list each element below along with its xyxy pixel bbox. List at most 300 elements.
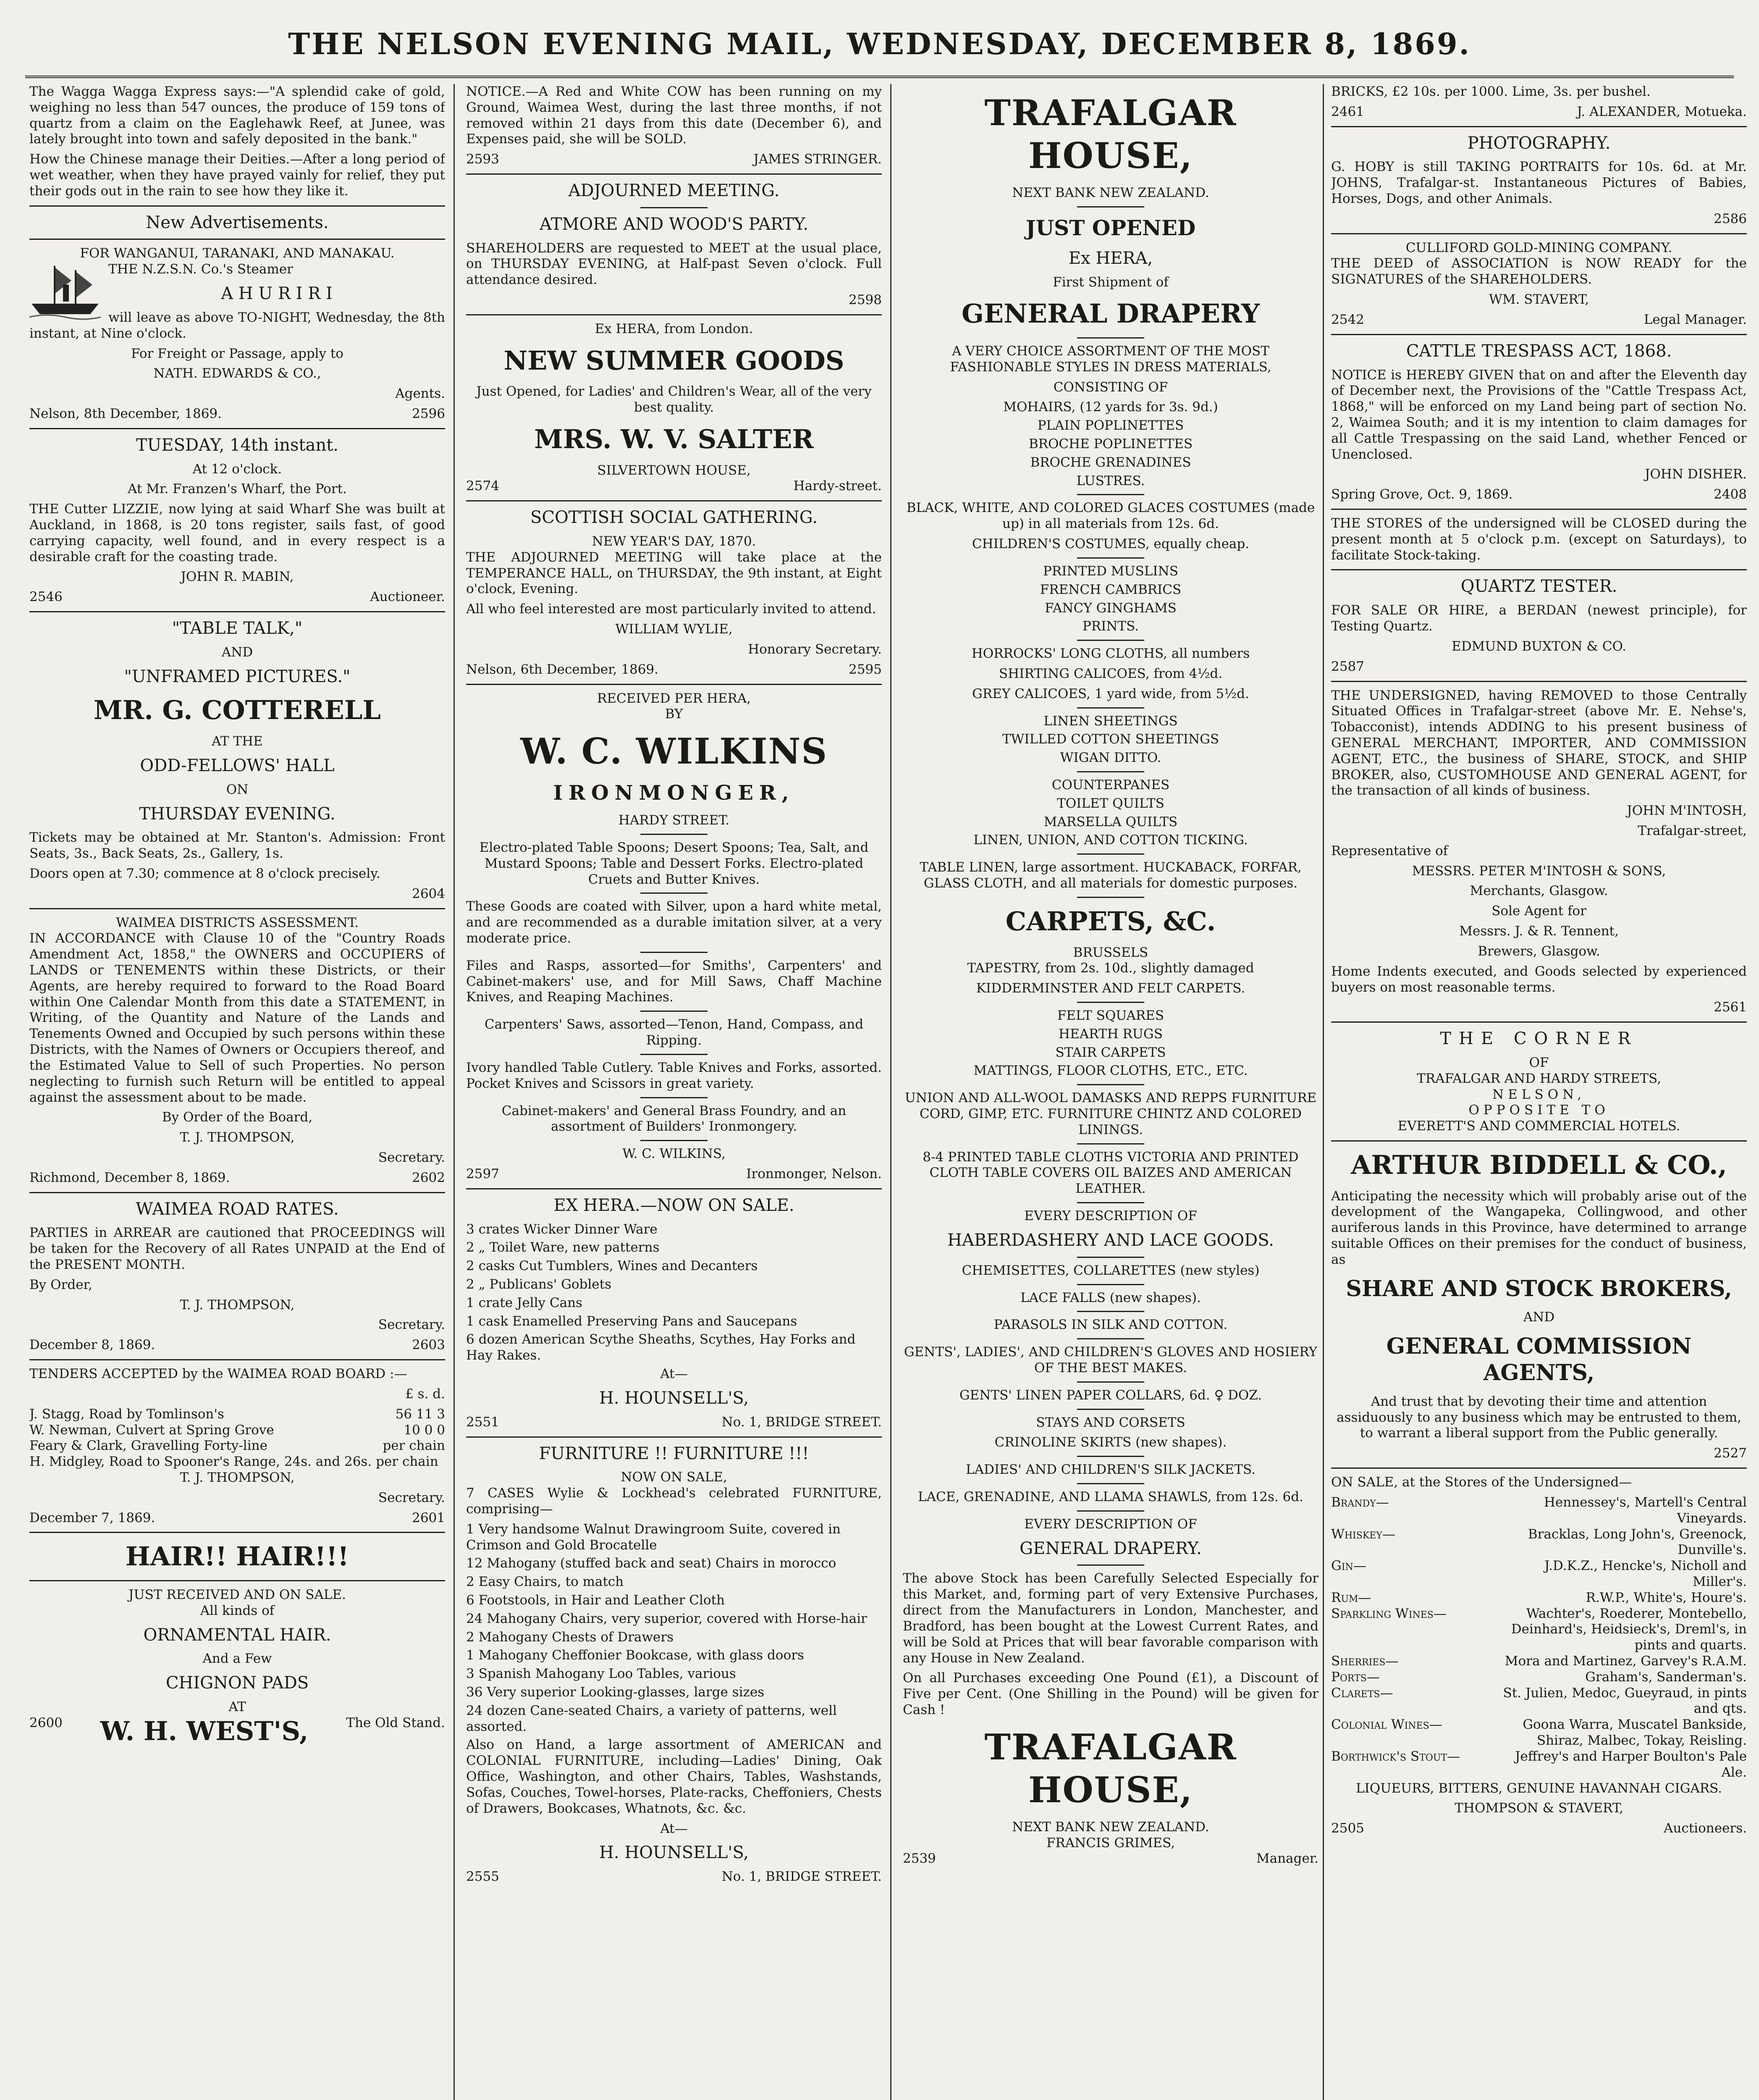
divider [1077, 1456, 1144, 1457]
tenders-signature: T. J. THOMPSON, [180, 1470, 295, 1485]
divider [466, 684, 882, 685]
manager-label: Manager. [1256, 1851, 1319, 1866]
tender-value: per chain [383, 1438, 445, 1454]
divider [640, 1054, 708, 1055]
cow-signature: JAMES STRINGER. [753, 152, 882, 167]
divider [29, 428, 445, 429]
wine-kind: Ports— [1331, 1669, 1380, 1685]
divider [1077, 1381, 1144, 1383]
table-cloths: 8-4 PRINTED TABLE CLOTHS VICTORIA AND PRINTED CLOTH TABLE COVERS OIL BAIZES AND AMERICAN LEATHER. [923, 1149, 1299, 1197]
corner-streets: TRAFALGAR AND HARDY STREETS, [1417, 1071, 1661, 1086]
wine-kind: Clarets— [1331, 1685, 1393, 1701]
culliford-role: Legal Manager. [1644, 312, 1747, 327]
list-item: 3 crates Wicker Dinner Ware [466, 1221, 658, 1237]
hair-received: JUST RECEIVED AND ON SALE. [128, 1587, 346, 1602]
every-description: EVERY DESCRIPTION OF [1024, 1516, 1197, 1532]
tender-row [29, 1423, 445, 1438]
masthead-title: THE NELSON EVENING MAIL, WEDNESDAY, DECEMBER 8, 1869. [288, 26, 1471, 61]
divider [1077, 1002, 1144, 1003]
table-linen: TABLE LINEN, large assortment. HUCKABACK, FORFAR, GLASS CLOTH, and all materials for domestic purposes. [920, 860, 1302, 891]
divider [1077, 1338, 1144, 1339]
furniture-footer [466, 1869, 882, 1885]
hair-at: AT [228, 1699, 246, 1715]
glaces-costumes: BLACK, WHITE, AND COLORED GLACES COSTUMES (made up) in all materials from 12s. 6d. [906, 500, 1315, 532]
divider [1077, 1284, 1144, 1285]
new-advertisements-heading: New Advertisements. [146, 213, 329, 232]
list-item: HEARTH RUGS [1059, 1026, 1163, 1042]
wine-brands: Jeffrey's and Harper Boulton's Pale Ale. [1515, 1748, 1747, 1780]
tender-value: 10 0 0 [404, 1422, 445, 1438]
wilkins-signature: W. C. WILKINS, [622, 1146, 726, 1162]
adjourned-heading: ADJOURNED MEETING. [568, 181, 780, 201]
cow-notice: NOTICE.—A Red and White COW has been running on my Ground, Waimea West, during the last three months, if not removed within 21 days from this date (December 6), and Expenses paid, she will be SOLD. [466, 84, 882, 147]
scottish-footer [466, 662, 882, 678]
printed-list [903, 564, 1319, 635]
list-item: 2 casks Cut Tumblers, Wines and Decanters [466, 1258, 758, 1274]
list-item: 2 Easy Chairs, to match [466, 1574, 624, 1590]
wine-row [1331, 1558, 1747, 1590]
mintosh-firm: MESSRS. PETER M'INTOSH & SONS, [1412, 863, 1666, 879]
list-item: 1 cask Enamelled Preserving Pans and Saucepans [466, 1313, 797, 1329]
list-item: MATTINGS, FLOOR CLOTHS, ETC., ETC. [973, 1063, 1248, 1079]
just-opened: JUST OPENED [1025, 215, 1196, 240]
waimea-role: Secretary. [378, 1150, 445, 1165]
ex-hera-heading: EX HERA.—NOW ON SALE. [553, 1195, 794, 1215]
ex-hera: Ex HERA, [1068, 248, 1153, 268]
list-item: BROCHE POPLINETTES [1028, 436, 1193, 452]
divider [1331, 569, 1747, 570]
wine-row [1331, 1590, 1747, 1606]
divider [1331, 233, 1747, 234]
divider [640, 892, 708, 894]
list-item: 2 „ Publicans' Goblets [466, 1277, 611, 1292]
list-item: 3 Spanish Mahogany Loo Tables, various [466, 1666, 736, 1682]
at-the: AT THE [212, 734, 263, 749]
ship-footer [29, 406, 445, 422]
commission-agents: GENERAL COMMISSION AGENTS, [1386, 1333, 1692, 1386]
west-footer [29, 1715, 445, 1747]
scottish-date: Nelson, 6th December, 1869. [466, 662, 658, 677]
hera-line: Ex HERA, from London. [595, 321, 753, 336]
corner-opposite: OPPOSITE TO [1468, 1102, 1610, 1118]
list-item: FANCY GINGHAMS [1045, 600, 1177, 616]
at-label: At— [660, 1366, 688, 1382]
tender-text: H. Midgley, Road to Spooner's Range, 24s. and 26s. per chain [29, 1454, 438, 1470]
new-years-day: NEW YEAR'S DAY, 1870. [592, 534, 756, 549]
divider [29, 1359, 445, 1360]
divider [1077, 337, 1144, 339]
ship-date: Nelson, 8th December, 1869. [29, 406, 222, 421]
divider [1077, 771, 1144, 772]
wine-kind: Sparkling Wines— [1331, 1606, 1447, 1621]
column-2 [466, 84, 882, 2100]
wine-row [1331, 1654, 1747, 1670]
wine-brands: St. Julien, Medoc, Gueyraud, in pints and qts. [1503, 1685, 1747, 1717]
stays: STAYS AND CORSETS [1036, 1415, 1185, 1430]
auctioneer-name: JOHN R. MABIN, [181, 569, 294, 585]
steamer-ship-icon [29, 262, 101, 320]
divider [29, 205, 445, 207]
ad-number: 2539 [903, 1851, 936, 1866]
ex-hera-list [466, 1222, 882, 1364]
ad-number: 2561 [1714, 1000, 1747, 1015]
ship-line: THE N.Z.S.N. Co.'s Steamer [108, 262, 293, 277]
tender-value: 56 11 3 [395, 1406, 445, 1422]
ship-departure: will leave as above TO-NIGHT, Wednesday, the 8th instant, at Nine o'clock. [29, 310, 445, 341]
divider [1077, 206, 1144, 207]
waimea-footer [29, 1170, 445, 1186]
wine-kind: Colonial Wines— [1331, 1717, 1442, 1732]
divider [466, 1188, 882, 1189]
wine-kind: Whiskey— [1331, 1526, 1395, 1542]
brass-foundry: Cabinet-makers' and General Brass Foundry, and an assortment of Builders' Ironmongery. [501, 1103, 847, 1134]
shawls: LACE, GRENADINE, AND LLAMA SHAWLS, from 12s. 6d. [918, 1489, 1303, 1505]
on-label: ON [226, 782, 249, 797]
biddell-trust: And trust that by devoting their time and attention assiduously to any business which may be entrusted to them, to warrant a liberal support from the Public generally. [1336, 1394, 1742, 1441]
photography-heading: PHOTOGRAPHY. [1467, 133, 1611, 153]
culliford-signature: WM. STAVERT, [1489, 292, 1589, 307]
culliford-heading: CULLIFORD GOLD-MINING COMPANY. [1405, 240, 1672, 255]
tender-row [29, 1407, 445, 1423]
lace-falls: LACE FALLS (new shapes). [1020, 1290, 1201, 1305]
divider [1077, 557, 1144, 559]
chignon-pads: CHIGNON PADS [165, 1673, 309, 1693]
divider [1331, 1467, 1747, 1469]
hounsell-footer [466, 1415, 882, 1431]
mintosh-indents: Home Indents executed, and Goods selected by experienced buyers on most reasonable terms. [1331, 963, 1747, 995]
unframed-pictures-title: "UNFRAMED PICTURES." [124, 667, 351, 686]
divider [29, 1192, 445, 1193]
grey-calicoes: GREY CALICOES, 1 yard wide, from 5½d. [972, 686, 1249, 701]
culliford-text: THE DEED of ASSOCIATION is NOW READY for the SIGNATURES of the SHAREHOLDERS. [1331, 256, 1747, 287]
received-hera: RECEIVED PER HERA, [597, 690, 751, 706]
divider [1331, 126, 1747, 127]
salter-street: Hardy-street. [793, 478, 882, 494]
divider [29, 908, 445, 909]
divider [1077, 1510, 1144, 1512]
waimea-date: Richmond, December 8, 1869. [29, 1170, 230, 1185]
wine-row [1331, 1527, 1747, 1559]
column-1 [29, 84, 445, 2100]
ad-number: 2595 [849, 662, 882, 677]
mintosh-merchants: Merchants, Glasgow. [1470, 883, 1608, 899]
trafalgar-house-title: TRAFALGAR HOUSE, [984, 92, 1237, 177]
cattle-date: Spring Grove, Oct. 9, 1869. [1331, 487, 1513, 502]
trafalgar-sub: NEXT BANK NEW ZEALAND. [1012, 1819, 1209, 1835]
wine-kind: Gin— [1331, 1558, 1366, 1574]
summer-goods-heading: NEW SUMMER GOODS [503, 345, 844, 376]
tuesday-heading: TUESDAY, 14th instant. [136, 435, 338, 455]
first-shipment: First Shipment of [1053, 274, 1169, 290]
corner-heading: THE CORNER [1440, 1029, 1638, 1049]
ad-number: 2603 [412, 1337, 445, 1353]
mintosh-representative: Representative of [1331, 843, 1448, 858]
and-label: AND [1523, 1310, 1555, 1325]
list-item: 2 Mahogany Chests of Drawers [466, 1629, 674, 1645]
ad-number: 2408 [1714, 487, 1747, 502]
cattle-text: NOTICE is HEREBY GIVEN that on and after the Eleventh day of December next, the Provisions of the "Cattle Trespass Act, 1868," will be enforced on my Land being part of section No. 2, Waimea South; and it is my intention to claim damages for all Cattle Trespassing on the said Land, whether Fenced or Unenclosed. [1331, 367, 1747, 462]
cattle-signature: JOHN DISHER. [1644, 467, 1747, 482]
ad-number: 2527 [1714, 1446, 1747, 1461]
column-rule [454, 84, 455, 2100]
table-talk-and: AND [221, 644, 253, 660]
road-rates-role: Secretary. [378, 1317, 445, 1333]
divider [466, 1436, 882, 1438]
silvertown-house: SILVERTOWN HOUSE, [597, 462, 751, 478]
tapestry: TAPESTRY, from 2s. 10d., slightly damaged [967, 961, 1254, 976]
corner-hotels: EVERETT'S AND COMMERCIAL HOTELS. [1397, 1118, 1680, 1134]
ironmonger-title: IRONMONGER, [553, 781, 795, 805]
hair-kinds: All kinds of [200, 1603, 275, 1618]
divider [29, 1580, 445, 1581]
auctioneers-label: Auctioneers. [1664, 1821, 1747, 1836]
hardy-street: HARDY STREET. [618, 813, 730, 828]
divider [640, 207, 708, 208]
scottish-text: THE ADJOURNED MEETING will take place at the TEMPERANCE HALL, on THURSDAY, the 9th instant, at Eight o'clock, Evening. [466, 549, 882, 597]
bricks-footer [1331, 104, 1747, 120]
wine-brands: Bracklas, Long John's, Greenock, Dunville's. [1528, 1526, 1747, 1558]
goods-coated: These Goods are coated with Silver, upon a hard white metal, and are recommended as a durable imitation silver, at a very moderate price. [466, 899, 882, 946]
biddell-text: Anticipating the necessity which will probably arise out of the development of the Wangapeka, Collingwood, and other auriferous lands in this Province, have determined to arrange suitable Offices on their premises for the conduct of business, as [1331, 1188, 1747, 1267]
furniture-also: Also on Hand, a large assortment of AMERICAN and COLONIAL FURNITURE, including—Ladies' Dining, Oak Office, Washington, and other Chairs, Tables, Washstands, Sofas, Couches, Towel-horses, Plate-racks, Cheffoniers, Chests of Drawers, Bookcases, Whatnots, &c. &c. [466, 1737, 882, 1816]
wine-brands: Wachter's, Roederer, Montebello, Deinhard's, Heidsieck's, Dreml's, in pints and quarts. [1511, 1606, 1747, 1653]
divider [640, 952, 708, 953]
road-rates-signature: T. J. THOMPSON, [180, 1297, 295, 1312]
road-rates-heading: WAIMEA ROAD RATES. [136, 1199, 339, 1219]
road-rates-footer [29, 1337, 445, 1353]
divider [640, 1011, 708, 1012]
parasols: PARASOLS IN SILK AND COTTON. [994, 1317, 1228, 1333]
furniture-cases: 7 CASES Wylie & Lockhead's celebrated FURNITURE, comprising— [466, 1486, 882, 1517]
ad-number: 2551 [466, 1414, 499, 1430]
wylie-role: Honorary Secretary. [748, 641, 882, 657]
tuesday-time: At 12 o'clock. [192, 461, 282, 477]
wilkins-name: W. C. WILKINS [520, 730, 828, 772]
mintosh-sole-agent: Sole Agent for [1492, 903, 1586, 919]
list-item: MARSELLA QUILTS [1043, 814, 1178, 830]
masthead [25, 13, 1734, 78]
divider [1077, 707, 1144, 709]
ad-number: 2542 [1331, 312, 1364, 327]
list-item: PRINTED MUSLINS [1043, 563, 1178, 579]
grimes-name: FRANCIS GRIMES, [1046, 1835, 1175, 1851]
ad-number: 2602 [412, 1170, 445, 1185]
tuesday-place: At Mr. Franzen's Wharf, the Port. [128, 481, 347, 497]
wine-row [1331, 1717, 1747, 1749]
tenders-footer [29, 1510, 445, 1526]
cutter-text: THE Cutter LIZZIE, now lying at said Wharf She was built at Auckland, in 1868, is 20 tons register, sails fast, of good carrying capacity, well found, and in every respect is a desirable craft for the coasting trade. [29, 501, 445, 564]
bricks-text: BRICKS, £2 10s. per 1000. Lime, 3s. per bushel. [1331, 84, 1651, 99]
quartz-text: FOR SALE OR HIRE, a BERDAN (newest principle), for Testing Quartz. [1331, 603, 1747, 634]
chinese-paragraph: How the Chinese manage their Deities.—After a long period of wet weather, when they have prayed vainly for relief, they put their gods out in the rain to see how they like it. [29, 152, 445, 199]
ship-agents-label: Agents. [395, 386, 445, 402]
carpenters-saws: Carpenters' Saws, assorted—Tenon, Hand, Compass, and Ripping. [484, 1017, 864, 1048]
furniture-list [466, 1522, 882, 1735]
stock-text: The above Stock has been Carefully Selected Especially for this Market, and, forming part of very Extensive Purchases, direct from the Manufacturers in London, Manchester, and Bradford, has been bought at the Lowest Current Rates, and will be Sold at Prices that will bear favorable comparison with any House in New Zealand. [903, 1571, 1319, 1666]
list-item: FELT SQUARES [1057, 1008, 1164, 1023]
ad-number: 2593 [466, 152, 499, 167]
hounsell-address: No. 1, BRIDGE STREET. [721, 1414, 882, 1430]
list-item: PRINTS. [1082, 619, 1139, 634]
tenders-role: Secretary. [378, 1490, 445, 1505]
list-item: BROCHE GRENADINES [1030, 454, 1191, 470]
list-item: LINEN, UNION, AND COTTON TICKING. [973, 832, 1248, 848]
crinoline: CRINOLINE SKIRTS (new shapes). [994, 1435, 1227, 1450]
salter-name: MRS. W. V. SALTER [534, 423, 814, 454]
old-stand: The Old Stand. [346, 1715, 445, 1730]
party-text: SHAREHOLDERS are requested to MEET at the usual place, on THURSDAY EVENING, at Half-past Seven o'clock. Full attendance desired. [466, 240, 882, 288]
now-on-sale: NOW ON SALE, [621, 1470, 727, 1485]
hair-few: And a Few [202, 1651, 272, 1667]
divider [1077, 1311, 1144, 1312]
divider [466, 314, 882, 315]
corner-of: OF [1529, 1055, 1549, 1070]
ornamental-hair: ORNAMENTAL HAIR. [143, 1625, 331, 1645]
table-talk-title: "TABLE TALK," [172, 619, 303, 638]
list-item: STAIR CARPETS [1055, 1045, 1166, 1060]
counterpanes-list [903, 777, 1319, 848]
divider [1077, 1409, 1144, 1410]
trafalgar-house-title: TRAFALGAR HOUSE, [984, 1726, 1237, 1811]
divider [29, 1532, 445, 1533]
ad-number: 2604 [412, 886, 445, 901]
list-item: 6 dozen American Scythe Sheaths, Scythes, Hay Forks and Hay Rakes. [466, 1332, 856, 1363]
divider [1331, 681, 1747, 682]
scottish-heading: SCOTTISH SOCIAL GATHERING. [530, 508, 818, 528]
thompson-footer [1331, 1821, 1747, 1837]
hair-heading: HAIR!! HAIR!!! [125, 1541, 349, 1572]
wine-kind: Rum— [1331, 1590, 1371, 1605]
wagga-paragraph: The Wagga Wagga Express says:—"A splendid cake of gold, weighing no less than 547 ounces, the produce of 159 tons of quartz from a claim on the Eaglehawk Reef, at Junee, was lately brought into town and safely deposited in the bank." [29, 84, 445, 147]
bricks-signature: J. ALEXANDER, Motueka. [1577, 104, 1747, 119]
tender-row [29, 1454, 445, 1470]
scottish-invite: All who feel interested are most particularly invited to attend. [466, 601, 876, 617]
cotterell-name: MR. G. COTTERELL [94, 695, 381, 726]
children-costumes: CHILDREN'S COSTUMES, equally cheap. [972, 536, 1250, 552]
choice-assortment: A VERY CHOICE ASSORTMENT OF THE MOST FASHIONABLE STYLES IN DRESS MATERIALS, [950, 343, 1271, 375]
ivory-cutlery: Ivory handled Table Cutlery. Table Knives and Forks, assorted. Pocket Knives and Scissors in great variety. [466, 1060, 882, 1091]
divider [1077, 1143, 1144, 1144]
at-label: At— [660, 1821, 688, 1836]
divider [640, 1140, 708, 1141]
list-item: MOHAIRS, (12 yards for 3s. 9d.) [1003, 399, 1218, 415]
damasks: UNION AND ALL-WOOL DAMASKS AND REPPS FURNITURE CORD, GIMP, ETC. FURNITURE CHINTZ AND COLORED LININGS. [904, 1090, 1317, 1137]
divider [29, 239, 445, 240]
column-rule [1323, 84, 1324, 2100]
list-item: COUNTERPANES [1051, 777, 1170, 793]
road-rates-date: December 8, 1869. [29, 1337, 155, 1353]
wine-brands: R.W.P., White's, Houre's. [1586, 1590, 1747, 1605]
road-rates-order: By Order, [29, 1277, 92, 1292]
divider [1077, 853, 1144, 855]
list-item: 1 Mahogany Cheffonier Bookcase, with glass doors [466, 1648, 804, 1663]
mintosh-brewers: Brewers, Glasgow. [1478, 943, 1600, 959]
furniture-heading: FURNITURE !! FURNITURE !!! [539, 1444, 809, 1463]
quartz-heading: QUARTZ TESTER. [1460, 577, 1617, 596]
thursday-evening: THURSDAY EVENING. [139, 804, 336, 824]
list-item: 24 dozen Cane-seated Chairs, a variety of patterns, well assorted. [466, 1703, 837, 1734]
tender-text: Feary & Clark, Gravelling Forty-line [29, 1438, 267, 1454]
tender-text: J. Stagg, Road by Tomlinson's [29, 1406, 224, 1422]
waimea-heading: WAIMEA DISTRICTS ASSESSMENT. [116, 915, 359, 930]
divider [1331, 509, 1747, 510]
mintosh-signature: JOHN M'INTOSH, [1627, 803, 1747, 819]
files-rasps: Files and Rasps, assorted—for Smiths', Carpenters' and Cabinet-makers' use, and for Mill Saws, Chaff Machine Knives, and Reaping Machines. [466, 958, 882, 1005]
west-name: W. H. WEST'S, [100, 1715, 309, 1746]
kidderminster: KIDDERMINSTER AND FELT CARPETS. [976, 981, 1245, 996]
photography-text: G. HOBY is still TAKING PORTRAITS for 10s. 6d. at Mr. JOHNS, Trafalgar-st. Instantaneous Pictures of Babies, Horses, Dogs, and other Animals. [1331, 159, 1747, 207]
electro-plated: Electro-plated Table Spoons; Desert Spoons; Tea, Salt, and Mustard Spoons; Table and Dessert Forks. Electro-plated Cruets and Butter Knives. [479, 840, 869, 887]
mintosh-tennent: Messrs. J. & R. Tennent, [1459, 924, 1619, 939]
wylie-signature: WILLIAM WYLIE, [615, 622, 733, 637]
on-sale-heading: ON SALE, at the Stores of the Undersigned— [1331, 1475, 1632, 1490]
cattle-footer [1331, 487, 1747, 503]
every-description: EVERY DESCRIPTION OF [1024, 1208, 1197, 1224]
wine-kind: Borthwick's Stout— [1331, 1748, 1460, 1764]
divider [1077, 897, 1144, 898]
column-3 [903, 84, 1319, 2100]
tenders-heading: TENDERS ACCEPTED by the WAIMEA ROAD BOARD :— [29, 1366, 407, 1382]
cow-footer [466, 152, 882, 168]
divider [1077, 1483, 1144, 1484]
horrocks: HORROCKS' LONG CLOTHS, all numbers [971, 646, 1250, 662]
list-item: 1 Very handsome Walnut Drawingroom Suite, covered in Crimson and Gold Brocatelle [466, 1521, 841, 1553]
hounsell-address: No. 1, BRIDGE STREET. [721, 1869, 882, 1885]
summer-goods-text: Just Opened, for Ladies' and Children's Wear, all of the very best quality. [476, 384, 872, 415]
divider [29, 611, 445, 612]
divider [1077, 640, 1144, 641]
wilkins-footer [466, 1166, 882, 1182]
divider [1077, 494, 1144, 495]
list-item: FRENCH CAMBRICS [1040, 582, 1182, 597]
auction-footer [29, 589, 445, 605]
party-heading: ATMORE AND WOOD'S PARTY. [540, 214, 808, 234]
ship-agent: NATH. EDWARDS & CO., [153, 366, 321, 381]
wine-brands: Goona Warra, Muscatel Bankside, Shiraz, Malbec, Tokay, Reisling. [1523, 1717, 1747, 1748]
chemisettes: CHEMISETTES, COLLARETTES (new styles) [962, 1263, 1260, 1278]
by-label: BY [665, 706, 683, 722]
shirting: SHIRTING CALICOES, from 4½d. [999, 666, 1223, 681]
wine-row [1331, 1749, 1747, 1781]
tender-text: W. Newman, Culvert at Spring Grove [29, 1422, 274, 1438]
mintosh-text: THE UNDERSIGNED, having REMOVED to those Centrally Situated Offices in Trafalgar-street (above Mr. E. Nehse's, Tobacconist), intends ADDING to his present business of GENERAL MERCHANT, IMPORTER, AND COMMISSION AGENT, ETC., the business of SHARE, STOCK, and SHIP BROKER, also, CUSTOMHOUSE AND GENERAL AGENT, for the transaction of all kinds of business. [1331, 688, 1747, 798]
list-item: 36 Very superior Looking-glasses, large sizes [466, 1685, 765, 1700]
tenders-columns: £ s. d. [405, 1386, 445, 1402]
mintosh-street: Trafalgar-street, [1638, 823, 1747, 839]
freight-line: For Freight or Passage, apply to [131, 346, 343, 361]
ad-number: 2598 [849, 292, 882, 308]
list-item: 12 Mahogany (stuffed back and seat) Chairs in morocco [466, 1556, 836, 1571]
wine-row [1331, 1670, 1747, 1685]
ad-number: 2505 [1331, 1821, 1364, 1836]
list-item: TOILET QUILTS [1057, 795, 1164, 811]
ad-number: 2574 [466, 478, 499, 494]
divider [466, 500, 882, 501]
wine-kind: Sherries— [1331, 1654, 1399, 1669]
salter-footer [466, 478, 882, 494]
silk-jackets: LADIES' AND CHILDREN'S SILK JACKETS. [966, 1462, 1256, 1478]
general-drapery-title: GENERAL DRAPERY [961, 298, 1260, 329]
auctioneer-role: Auctioneer. [370, 589, 445, 605]
ad-number: 2546 [29, 589, 63, 605]
trafalgar-footer [903, 1851, 1319, 1867]
materials-list [903, 399, 1319, 489]
waimea-signature: T. J. THOMPSON, [180, 1130, 295, 1145]
ad-number: 2461 [1331, 104, 1364, 119]
waimea-order: By Order of the Board, [162, 1110, 313, 1125]
ad-number: 2586 [1714, 211, 1747, 226]
ad-number: 2555 [466, 1869, 499, 1885]
